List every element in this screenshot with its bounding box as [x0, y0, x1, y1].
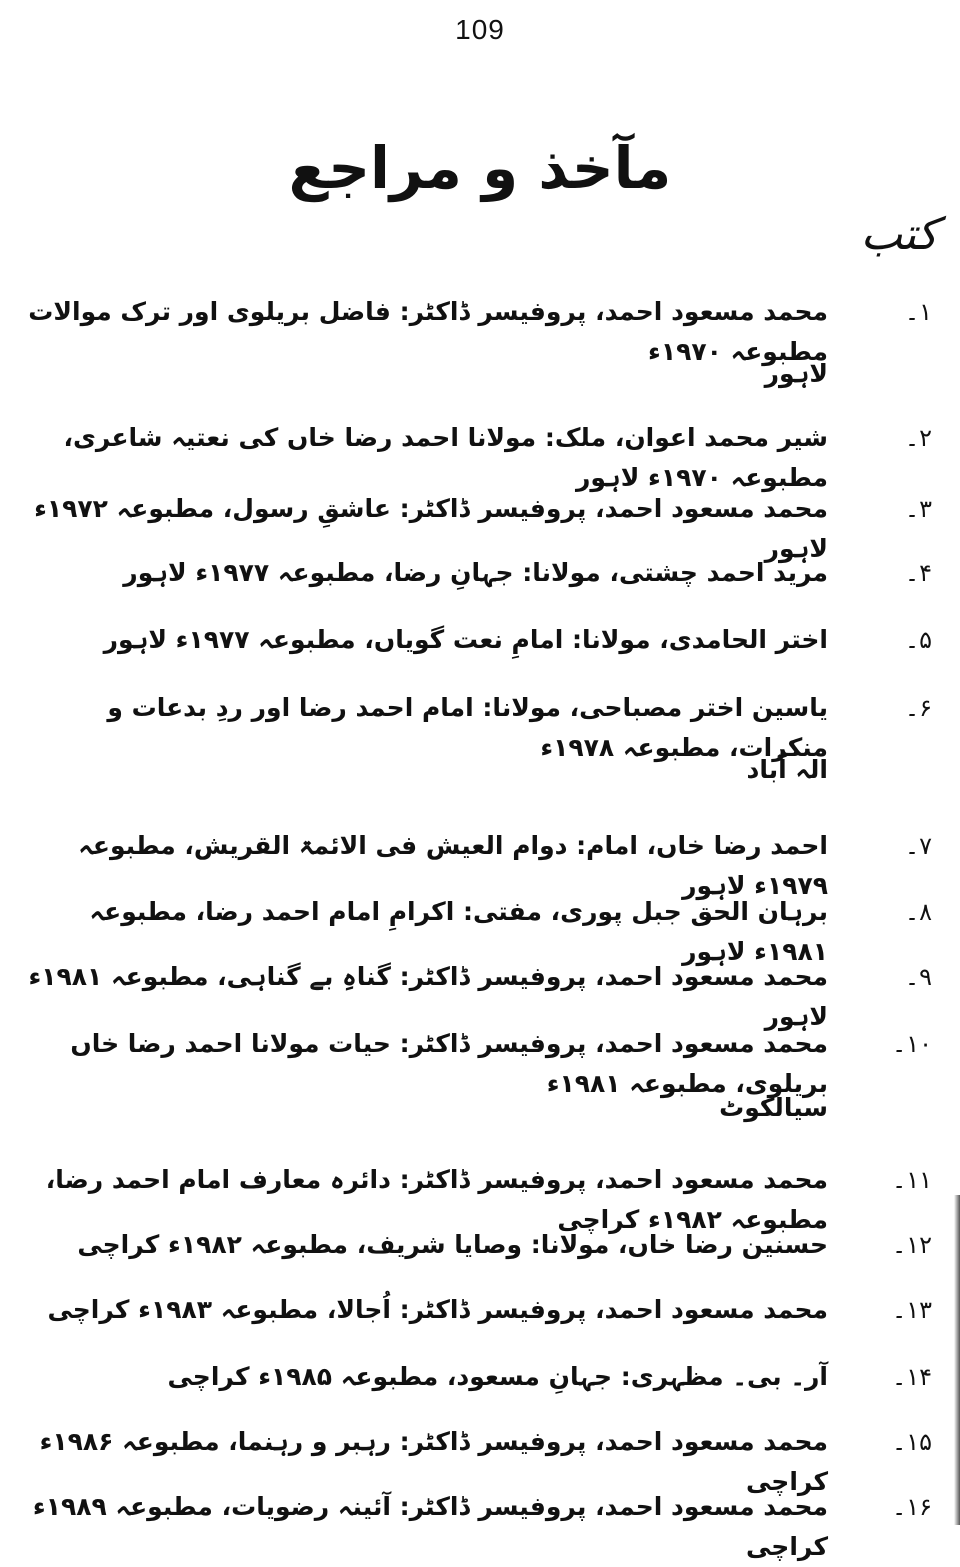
reference-number: ۱۳۔: [892, 1296, 932, 1324]
reference-number: ۱۴۔: [892, 1363, 932, 1391]
reference-number: ۷۔: [905, 832, 932, 860]
reference-text: محمد مسعود احمد، پروفیسر ڈاکٹر: اُجالا، مطبوعہ ۱۹۸۳ء کراچی: [47, 1295, 828, 1324]
reference-text: مرید احمد چشتی، مولانا: جہانِ رضا، مطبوعہ ۱۹۷۷ء لاہور: [123, 558, 828, 587]
reference-text: محمد مسعود احمد، پروفیسر ڈاکٹر: رہبر و رہنما، مطبوعہ ۱۹۸۶ء کراچی: [39, 1427, 828, 1496]
reference-number: ۱۶۔: [892, 1493, 932, 1521]
reference-number: ۴۔: [905, 559, 932, 587]
reference-number: ۵۔: [905, 626, 932, 654]
reference-text: اختر الحامدی، مولانا: امامِ نعت گویاں، مطبوعہ ۱۹۷۷ء لاہور: [103, 625, 828, 654]
section-heading-books: کتب: [860, 209, 938, 260]
reference-text: محمد مسعود احمد، پروفیسر ڈاکٹر: عاشقِ رسول، مطبوعہ ۱۹۷۲ء لاہور: [34, 494, 828, 563]
reference-number: ۱۱۔: [892, 1166, 932, 1194]
reference-text: آر۔ بی۔ مظہری: جہانِ مسعود، مطبوعہ ۱۹۸۵ء کراچی: [167, 1362, 828, 1391]
reference-text: یاسین اختر مصباحی، مولانا: امام احمد رضا اور ردِ بدعات و منکرات، مطبوعہ ۱۹۷۸ء: [107, 693, 828, 762]
reference-number: ۸۔: [905, 898, 932, 926]
reference-number: ۳۔: [905, 495, 932, 523]
reference-text-continuation: لاہور: [764, 359, 828, 388]
reference-text: احمد رضا خاں، امام: دوام العیش فی الائمۃ القریش، مطبوعہ ۱۹۷۹ء لاہور: [78, 831, 828, 900]
reference-text: محمد مسعود احمد، پروفیسر ڈاکٹر: حیات مولانا احمد رضا خاں بریلوی، مطبوعہ ۱۹۸۱ء: [70, 1029, 828, 1098]
reference-number: ۲۔: [905, 424, 932, 452]
reference-number: ۶۔: [905, 694, 932, 722]
reference-number: ۱۰۔: [892, 1030, 932, 1058]
reference-text: محمد مسعود احمد، پروفیسر ڈاکٹر: دائرہ معارف امام احمد رضا، مطبوعہ ۱۹۸۲ء کراچی: [45, 1165, 828, 1234]
reference-number: ۹۔: [905, 963, 932, 991]
reference-text: محمد مسعود احمد، پروفیسر ڈاکٹر: آئینہ رضویات، مطبوعہ ۱۹۸۹ء کراچی: [32, 1492, 828, 1561]
reference-text: شیر محمد اعوان، ملک: مولانا احمد رضا خاں کی نعتیہ شاعری، مطبوعہ ۱۹۷۰ء لاہور: [63, 423, 828, 492]
reference-number: ۱۵۔: [892, 1428, 932, 1456]
reference-text-continuation: سیالکوٹ: [719, 1093, 828, 1122]
scan-edge-shadow: [954, 1195, 960, 1525]
reference-text-continuation: الہ آباد: [746, 755, 828, 784]
page-title: مآخذ و مراجع: [288, 134, 672, 202]
reference-number: ۱۔: [905, 298, 932, 326]
page-number: 109: [455, 14, 505, 45]
reference-text: محمد مسعود احمد، پروفیسر ڈاکٹر: فاضل بریلوی اور ترک موالات مطبوعہ ۱۹۷۰ء: [28, 297, 828, 366]
reference-text: برہان الحق جبل پوری، مفتی: اکرامِ امام احمد رضا، مطبوعہ ۱۹۸۱ء لاہور: [89, 897, 828, 966]
reference-number: ۱۲۔: [892, 1231, 932, 1259]
reference-text: حسنین رضا خاں، مولانا: وصایا شریف، مطبوعہ ۱۹۸۲ء کراچی: [77, 1230, 828, 1259]
reference-text: محمد مسعود احمد، پروفیسر ڈاکٹر: گناہِ بے گناہی، مطبوعہ ۱۹۸۱ء لاہور: [28, 962, 828, 1031]
